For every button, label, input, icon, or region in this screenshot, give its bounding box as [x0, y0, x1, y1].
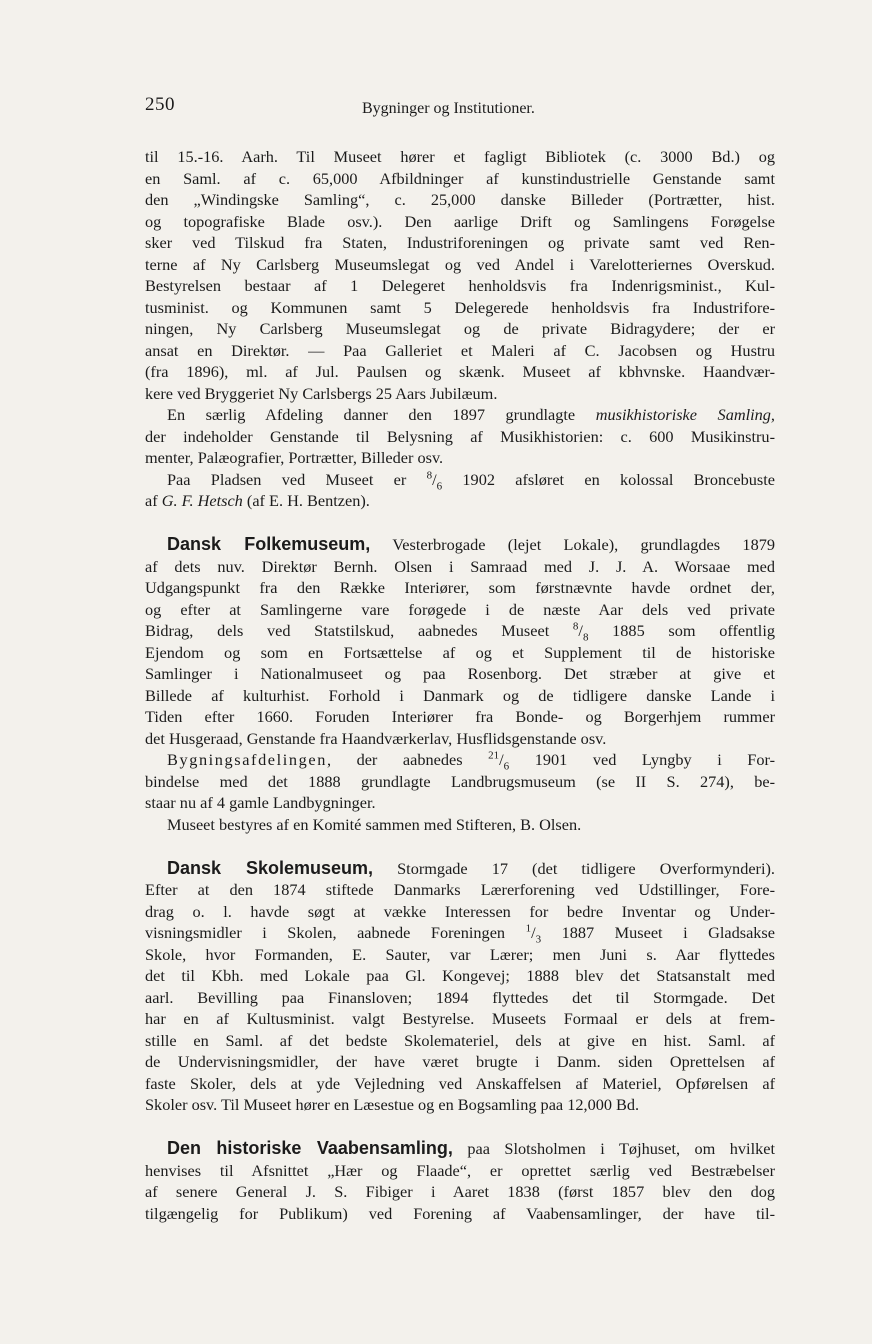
text-line: den „Windingske Samling“, c. 25,000 danske Billeder (Portrætter, hist.	[145, 190, 775, 209]
text-line: aarl. Bevilling paa Finansloven; 1894 flyttedes det til Stormgade. Det	[145, 987, 775, 1007]
fraction-numerator: 1	[525, 922, 532, 935]
text-line: terne af Ny Carlsberg Museumslegat og ved Andel i Varelotteriernes Overskud.	[145, 254, 775, 274]
text-line	[145, 858, 775, 880]
text-line	[145, 620, 775, 642]
running-head: Bygninger og Institutioner.	[362, 100, 535, 117]
text-line: en Saml. af c. 65,000 Afbildninger af kunstindustrielle Genstande samt	[145, 168, 775, 188]
text-line	[145, 534, 775, 556]
fraction-slash: /	[578, 621, 583, 640]
page-number: 250	[145, 94, 175, 115]
text-line: (fra 1896), ml. af Jul. Paulsen og skænk. Museet af kbhvnske. Haandvær-	[145, 362, 775, 381]
text-line	[145, 404, 775, 426]
text-line: det Husgeraad, Genstande fra Haandværkerlav, Husflidsgenstande osv.	[145, 728, 607, 748]
fraction-denominator: 8	[582, 631, 589, 644]
text-fragment: paa Slotsholmen i Tøjhuset, om hvilket	[452, 1139, 775, 1158]
date-fraction	[572, 620, 589, 644]
text-line: stille en Saml. af det bedste Skolemateriel, dels at give en hist. Saml. af	[145, 1030, 775, 1050]
text-line	[145, 490, 775, 512]
text-fragment: 1885 som offentlig	[588, 621, 775, 640]
text-line: Samlinger i Nationalmuseet og paa Rosenborg. Det stræber at give et	[145, 664, 775, 683]
text-line: til 15.-16. Aarh. Til Museet hører et fagligt Bibliotek (c. 3000 Bd.) og	[145, 147, 775, 166]
text-fragment: En særlig Afdeling danner den 1897 grundlagte	[167, 405, 596, 424]
text-line: Efter at den 1874 stiftede Danmarks Lærerforening ved Udstillinger, Fore-	[145, 880, 775, 899]
fraction-slash: /	[531, 923, 536, 942]
text-body	[145, 146, 775, 1224]
text-fragment: , der aabnedes	[326, 750, 489, 769]
entry-folkemuseum	[145, 534, 775, 835]
text-line: menter, Palæografier, Portrætter, Billeder osv.	[145, 448, 444, 467]
entry-title: Den historiske Vaabensamling,	[167, 1138, 453, 1158]
italic-name: G. F. Hetsch	[161, 491, 243, 510]
text-line: Skoler osv. Til Museet hører en Læsestue og en Bogsamling paa 12,000 Bd.	[145, 1095, 640, 1114]
text-line: Tiden efter 1660. Foruden Interiører fra Bonde- og Borgerhjem rummer	[145, 707, 775, 726]
text-line: det til Kbh. med Lokale paa Gl. Kongevej; 1888 blev det Statsanstalt med	[145, 966, 775, 985]
entry-skolemuseum	[145, 858, 775, 1116]
text-line	[145, 1138, 775, 1160]
italic-term: musikhistoriske Samling,	[595, 405, 775, 424]
fraction-denominator: 3	[535, 933, 542, 946]
text-fragment: 1902 afsløret en kolossal Broncebuste	[442, 469, 775, 489]
text-line: og topografiske Blade osv.). Den aarlige Drift og Samlingens Forøgelse	[145, 211, 775, 231]
text-line: henvises til Afsnittet „Hær og Flaade“, er oprettet særlig ved Bestræbelser	[145, 1160, 775, 1180]
text-line: Bestyrelsen bestaar af 1 Delegeret henholdsvis fra Indenrigsminist., Kul-	[145, 276, 775, 295]
fraction-denominator: 6	[436, 479, 443, 492]
text-line: af senere General J. S. Fibiger i Aaret 1838 (først 1857 blev den dog	[145, 1182, 775, 1201]
text-line: Udgangspunkt fra den Række Interiører, som førstnævnte havde ordnet der,	[145, 578, 775, 597]
text-line: ningen, Ny Carlsberg Museumslegat og de private Bidragydere; der er	[145, 319, 775, 338]
fraction-denominator: 6	[503, 760, 510, 773]
text-line: faste Skoler, dels at yde Vejledning ved Anskaffelsen af Materiel, Opførelsen af	[145, 1073, 775, 1093]
text-line: de Undervisningsmidler, der have været brugte i Danm. siden Oprettelsen af	[145, 1052, 775, 1071]
text-line	[145, 469, 775, 491]
text-line	[145, 922, 775, 944]
text-fragment: Bidrag, dels ved Statstilskud, aabnedes Museet	[145, 621, 573, 640]
entry-title: Dansk Skolemuseum,	[167, 857, 374, 878]
text-line: Ejendom og som en Fortsættelse af og et Supplement til de historiske	[145, 642, 775, 662]
text-line: ansat en Direktør. — Paa Galleriet et Maleri af C. Jacobsen og Hustru	[145, 340, 775, 360]
text-line: Billede af kulturhist. Forhold i Danmark og de tidligere danske Lande i	[145, 685, 775, 705]
fraction-numerator: 8	[426, 469, 433, 482]
date-fraction	[426, 469, 443, 492]
text-line: af dets nuv. Direktør Bernh. Olsen i Samraad med J. J. A. Worsaae med	[145, 556, 775, 576]
text-fragment: Vesterbrogade (lejet Lokale), grundlagdes 1879	[370, 535, 775, 554]
entry-vaabensamling	[145, 1138, 775, 1224]
text-fragment: (af E. H. Bentzen).	[242, 491, 370, 510]
text-fragment: Paa Pladsen ved Museet er	[167, 469, 427, 489]
date-fraction	[488, 749, 510, 773]
text-line: og efter at Samlingerne vare forøgede i de næste Aar dels ved private	[145, 599, 775, 619]
text-fragment: af	[145, 491, 162, 510]
text-line: staar nu af 4 gamle Landbygninger.	[145, 793, 376, 812]
text-line: der indeholder Genstande til Belysning af Musikhistorien: c. 600 Musikinstru-	[145, 426, 775, 446]
text-line: sker ved Tilskud fra Staten, Industriforeningen og private samt ved Ren-	[145, 233, 775, 252]
section-continuation	[145, 146, 775, 512]
text-line: Skole, hvor Formanden, E. Sauter, var Lærer; men Juni s. Aar flyttedes	[145, 944, 775, 964]
text-line: tilgængelig for Publikum) ved Forening af Vaabensamlinger, der have til-	[145, 1203, 775, 1223]
date-fraction	[525, 922, 542, 946]
text-line: bindelse med det 1888 grundlagte Landbrugsmuseum (se II S. 274), be-	[145, 771, 775, 791]
fraction-slash: /	[432, 469, 437, 489]
fraction-numerator: 8	[572, 620, 579, 633]
entry-title: Dansk Folkemuseum,	[167, 534, 371, 554]
text-fragment: 1887 Museet i Gladsakse	[541, 923, 775, 942]
text-fragment: 1901 ved Lyngby i For-	[509, 750, 775, 769]
text-line	[145, 749, 775, 771]
fraction-slash: /	[499, 750, 504, 769]
text-line: tusminist. og Kommunen samt 5 Delegerede henholdsvis fra Industrifore-	[145, 297, 775, 317]
text-line: kere ved Bryggeriet Ny Carlsbergs 25 Aars Jubilæum.	[145, 383, 498, 403]
fraction-numerator: 21	[488, 749, 500, 762]
text-line: har en af Kultusminist. valgt Bestyrelse. Museets Formaal er dels at frem-	[145, 1009, 775, 1028]
spaced-term: Bygningsafdelingen	[167, 750, 327, 769]
text-fragment: visningsmidler i Skolen, aabnede Foreningen	[145, 923, 526, 942]
text-fragment: Stormgade 17 (det tidligere Overformynderi).	[373, 858, 775, 878]
text-line: Museet bestyres af en Komité sammen med Stifteren, B. Olsen.	[167, 814, 582, 834]
text-line: drag o. l. havde søgt at vække Interessen for bedre Inventar og Under-	[145, 901, 775, 921]
